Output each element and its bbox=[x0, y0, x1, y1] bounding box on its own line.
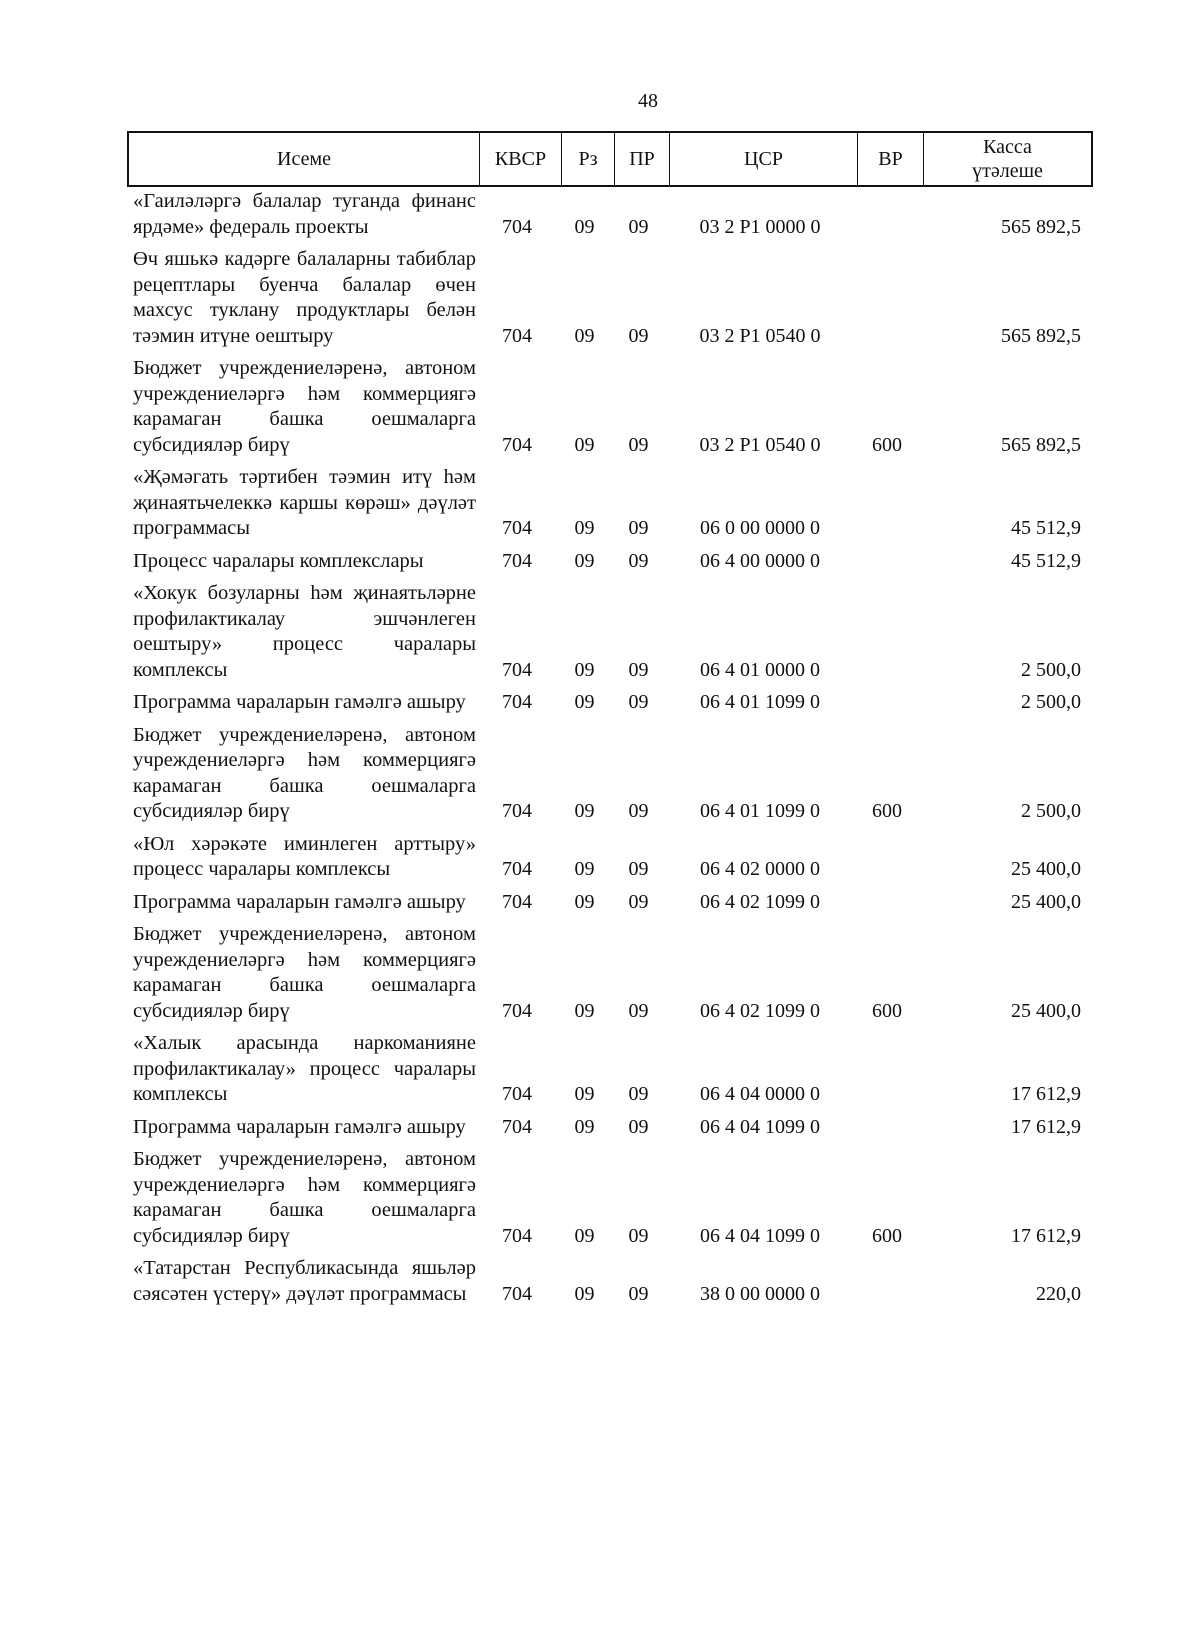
row-amount: 2 500,0 bbox=[1021, 658, 1081, 681]
row-name: «Юл хәрәкәте иминлеген арттыру» процесс чаралары комплексы bbox=[133, 832, 476, 880]
row-vr bbox=[854, 349, 920, 350]
row-name: «Җәмәгать тәртибен тәэмин итү һәм җинаятьчелеккә каршы көрәш» дәүләт программасы bbox=[133, 466, 476, 539]
table-row bbox=[133, 188, 1093, 241]
row-pr: 09 bbox=[628, 324, 649, 347]
row-csr: 06 4 04 1099 0 bbox=[700, 1115, 820, 1138]
row-pr: 09 bbox=[628, 800, 649, 822]
table-row bbox=[133, 889, 1093, 917]
row-vr bbox=[854, 915, 920, 916]
row-csr: 06 4 00 0000 0 bbox=[700, 549, 820, 572]
row-csr: 38 0 00 0000 0 bbox=[700, 1282, 820, 1305]
row-kvsr: 704 bbox=[502, 691, 532, 713]
row-rz: 09 bbox=[574, 1115, 595, 1138]
row-amount: 17 612,9 bbox=[1011, 1115, 1081, 1138]
row-rz: 09 bbox=[574, 858, 595, 880]
row-csr: 06 4 01 1099 0 bbox=[700, 691, 820, 713]
row-pr: 09 bbox=[628, 1083, 649, 1105]
row-kvsr: 704 bbox=[502, 324, 532, 347]
row-rz: 09 bbox=[574, 691, 595, 713]
row-pr: 09 bbox=[628, 691, 649, 713]
row-vr bbox=[854, 1140, 920, 1141]
row-rz: 09 bbox=[574, 549, 595, 572]
row-rz: 09 bbox=[574, 215, 595, 238]
row-amount: 25 400,0 bbox=[1011, 858, 1081, 880]
header-vr: ВР bbox=[858, 133, 924, 185]
row-csr: 06 4 02 1099 0 bbox=[700, 890, 820, 913]
row-amount: 565 892,5 bbox=[1001, 215, 1081, 238]
row-amount: 2 500,0 bbox=[1021, 691, 1081, 713]
row-name: Өч яшькә кадәрге балаларны табиблар рецептлары буенча балалар өчен махсус туклану продуктлары белән тәэмин итүне оештыру bbox=[133, 248, 476, 347]
row-amount: 17 612,9 bbox=[1011, 1224, 1081, 1247]
header-amount-line1: Касса bbox=[983, 136, 1032, 158]
row-pr: 09 bbox=[628, 517, 649, 539]
row-pr: 09 bbox=[628, 858, 649, 880]
row-name: «Гаиләләргә балалар туганда финанс ярдәме» федераль проекты bbox=[133, 190, 476, 238]
table-row bbox=[133, 1255, 1093, 1308]
row-vr bbox=[854, 542, 920, 543]
row-kvsr: 704 bbox=[502, 549, 532, 572]
row-name: Бюджет учреждениеләренә, автоном учреждениеләргә һәм коммерциягә карамаган башка оешмаларга субсидияләр бирү bbox=[133, 723, 476, 822]
header-name: Исеме bbox=[129, 133, 480, 185]
row-kvsr: 704 bbox=[502, 215, 532, 238]
row-rz: 09 bbox=[574, 1282, 595, 1305]
row-csr: 03 2 Р1 0000 0 bbox=[699, 215, 821, 238]
row-vr: 600 bbox=[872, 800, 902, 822]
row-vr: 600 bbox=[872, 1224, 902, 1247]
header-amount bbox=[924, 133, 1091, 185]
page-number: 48 bbox=[638, 90, 658, 112]
row-csr: 06 4 01 1099 0 bbox=[700, 800, 820, 822]
row-rz: 09 bbox=[574, 999, 595, 1022]
row-kvsr: 704 bbox=[502, 800, 532, 822]
table-row bbox=[133, 1030, 1093, 1109]
table-body bbox=[133, 188, 1093, 1308]
row-kvsr: 704 bbox=[502, 1115, 532, 1138]
header-rz: Рз bbox=[562, 133, 615, 185]
table-row bbox=[133, 464, 1093, 543]
row-pr: 09 bbox=[628, 1115, 649, 1138]
row-kvsr: 704 bbox=[502, 999, 532, 1022]
table-row bbox=[133, 722, 1093, 826]
row-amount: 17 612,9 bbox=[1011, 1083, 1081, 1105]
row-amount: 45 512,9 bbox=[1011, 549, 1081, 572]
header-kvsr: КВСР bbox=[480, 133, 562, 185]
row-csr: 06 4 02 0000 0 bbox=[700, 858, 820, 880]
table-row bbox=[133, 921, 1093, 1025]
row-rz: 09 bbox=[574, 324, 595, 347]
row-amount: 565 892,5 bbox=[1001, 324, 1081, 347]
row-amount: 565 892,5 bbox=[1001, 433, 1081, 456]
table-row bbox=[133, 1114, 1093, 1142]
row-csr: 06 0 00 0000 0 bbox=[700, 517, 820, 539]
row-name: Бюджет учреждениеләренә, автоном учреждениеләргә һәм коммерциягә карамаган башка оешмаларга субсидияләр бирү bbox=[133, 1148, 476, 1247]
row-vr bbox=[854, 240, 920, 241]
row-rz: 09 bbox=[574, 433, 595, 456]
row-kvsr: 704 bbox=[502, 858, 532, 880]
row-kvsr: 704 bbox=[502, 517, 532, 539]
row-vr bbox=[854, 883, 920, 884]
row-csr: 06 4 04 0000 0 bbox=[700, 1083, 820, 1105]
row-vr bbox=[854, 683, 920, 684]
row-csr: 03 2 Р1 0540 0 bbox=[699, 433, 821, 456]
row-rz: 09 bbox=[574, 890, 595, 913]
row-name: «Хокук бозуларны һәм җинаятьләрне профилактикалау эшчәнлеген оештыру» процесс чаралары комплексы bbox=[133, 582, 476, 681]
row-name: Программа чараларын гамәлгә ашыру bbox=[133, 1115, 466, 1138]
table-header bbox=[127, 131, 1093, 187]
row-pr: 09 bbox=[628, 1224, 649, 1247]
row-kvsr: 704 bbox=[502, 1083, 532, 1105]
row-name: Бюджет учреждениеләренә, автоном учреждениеләргә һәм коммерциягә карамаган башка оешмаларга субсидияләр бирү bbox=[133, 923, 476, 1022]
row-rz: 09 bbox=[574, 658, 595, 681]
row-pr: 09 bbox=[628, 890, 649, 913]
table-row bbox=[133, 548, 1093, 576]
row-name: «Татарстан Республикасында яшьләр сәясәтен үстерү» дәүләт программасы bbox=[133, 1257, 476, 1305]
row-csr: 06 4 04 1099 0 bbox=[700, 1224, 820, 1247]
row-kvsr: 704 bbox=[502, 658, 532, 681]
row-csr: 06 4 01 0000 0 bbox=[700, 658, 820, 681]
header-amount-line2: үтәлеше bbox=[972, 160, 1043, 182]
row-vr bbox=[854, 1307, 920, 1308]
row-rz: 09 bbox=[574, 800, 595, 822]
row-vr bbox=[854, 716, 920, 717]
row-pr: 09 bbox=[628, 433, 649, 456]
row-amount: 220,0 bbox=[1036, 1282, 1081, 1305]
row-csr: 06 4 02 1099 0 bbox=[700, 999, 820, 1022]
row-vr: 600 bbox=[872, 999, 902, 1022]
table-row bbox=[133, 1146, 1093, 1250]
row-kvsr: 704 bbox=[502, 433, 532, 456]
row-pr: 09 bbox=[628, 549, 649, 572]
row-name: «Халык арасында наркоманияне профилактикалау» процесс чаралары комплексы bbox=[133, 1032, 476, 1105]
row-name: Программа чараларын гамәлгә ашыру bbox=[133, 890, 466, 913]
row-pr: 09 bbox=[628, 1282, 649, 1305]
header-csr: ЦСР bbox=[670, 133, 858, 185]
row-name: Программа чараларын гамәлгә ашыру bbox=[133, 691, 466, 713]
row-vr bbox=[854, 574, 920, 575]
header-pr: ПР bbox=[615, 133, 670, 185]
row-amount: 2 500,0 bbox=[1021, 800, 1081, 822]
table-row bbox=[133, 831, 1093, 884]
row-amount: 45 512,9 bbox=[1011, 517, 1081, 539]
row-pr: 09 bbox=[628, 215, 649, 238]
row-csr: 03 2 Р1 0540 0 bbox=[699, 324, 821, 347]
row-amount: 25 400,0 bbox=[1011, 890, 1081, 913]
table-row bbox=[133, 689, 1093, 717]
table-row bbox=[133, 246, 1093, 350]
row-vr: 600 bbox=[872, 433, 902, 456]
row-pr: 09 bbox=[628, 658, 649, 681]
row-pr: 09 bbox=[628, 999, 649, 1022]
row-kvsr: 704 bbox=[502, 1282, 532, 1305]
row-vr bbox=[854, 1108, 920, 1109]
row-name: Бюджет учреждениеләренә, автоном учреждениеләргә һәм коммерциягә карамаган башка оешмаларга субсидияләр бирү bbox=[133, 357, 476, 456]
row-amount: 25 400,0 bbox=[1011, 999, 1081, 1022]
row-rz: 09 bbox=[574, 517, 595, 539]
row-name: Процесс чаралары комплекслары bbox=[133, 549, 424, 572]
row-kvsr: 704 bbox=[502, 890, 532, 913]
row-rz: 09 bbox=[574, 1224, 595, 1247]
table-row bbox=[133, 355, 1093, 459]
row-rz: 09 bbox=[574, 1083, 595, 1105]
row-kvsr: 704 bbox=[502, 1224, 532, 1247]
table-row bbox=[133, 580, 1093, 684]
